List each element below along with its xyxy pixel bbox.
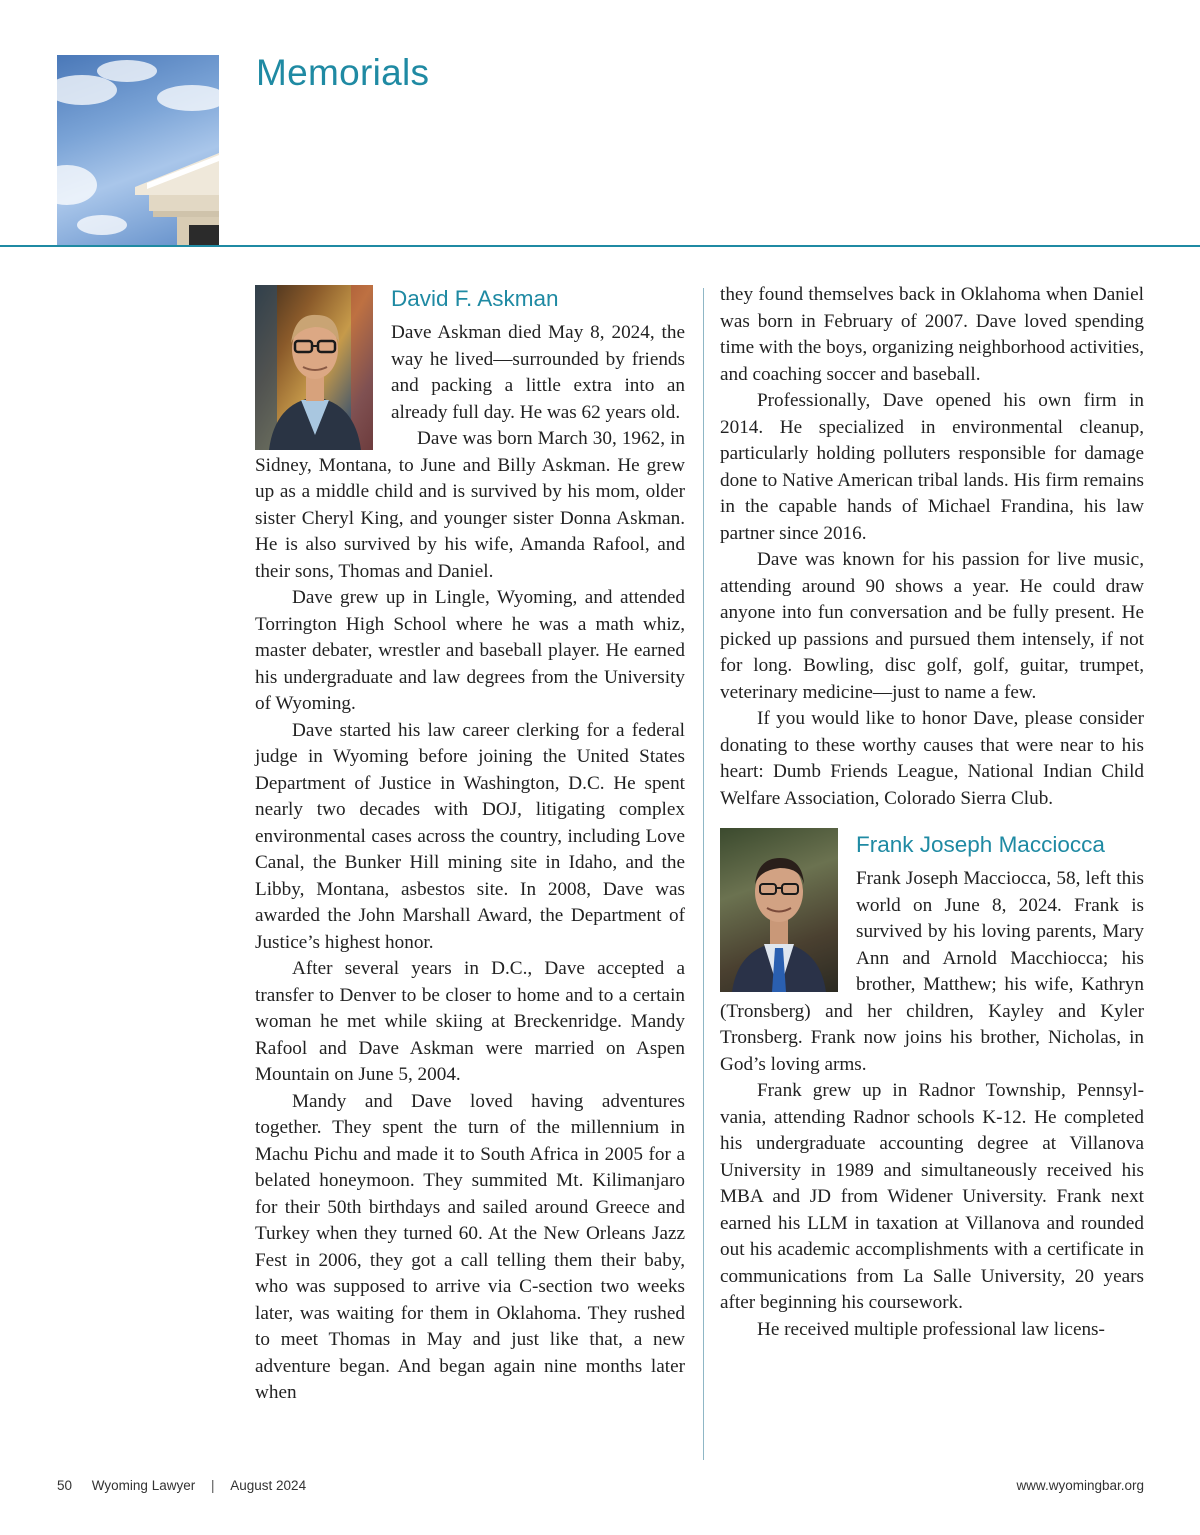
- right-column: [720, 282, 1144, 1343]
- askman-paragraph-6-continued: they found themselves back in Oklahoma when Daniel was born in February of 2007. Dave loved spending time with the boys, organizing neighborhood activities, and coaching soccer and baseball.: [720, 284, 1144, 385]
- memorial-name-askman: David F. Askman: [391, 286, 559, 311]
- askman-paragraph-8: Dave was known for his passion for live music, attending around 90 shows a year. He could draw anyone into fun conversation and be fully present. He picked up passions and pursued them intensely, if not for long. Bowling, disc golf, golf, guitar, trumpet, veterinary medicine—just to name a few.: [720, 549, 1144, 703]
- publication-name: Wyoming Lawyer: [91, 1478, 196, 1493]
- portrait-david-askman: [255, 285, 373, 450]
- macciocca-paragraph-1: Frank Joseph Macciocca, 58, left this world on June 8, 2024. Frank is survived by his loving parents, Mary Ann and Arnold Macchiocca; his brother, Matthew; his wife, Kathryn (Tronsberg) and her children, Kayley and Kyler Tronsberg. Frank now joins his brother, Nicholas, in God’s loving arms.: [720, 868, 1144, 1075]
- askman-paragraph-5: After several years in D.C., Dave accepted a transfer to Denver to be closer to home and to a certain woman he met while skiing at Breckenridge. Mandy Rafool and Dave Askman were married on Aspen Mountain on June 5, 2004.: [255, 958, 685, 1085]
- footer-left: [57, 1478, 306, 1493]
- macciocca-paragraph-3: He received multiple professional law licens-: [757, 1318, 1105, 1340]
- header-rule: [0, 245, 1200, 247]
- memorial-name-macciocca: Frank Joseph Macciocca: [856, 832, 1105, 857]
- askman-paragraph-9: If you would like to honor Dave, please consider donating to these worthy causes that were near to his heart: Dumb Friends League, National Indian Child Welfare Association, Colorado Sierra Club.: [720, 708, 1144, 809]
- macciocca-paragraph-2: Frank grew up in Radnor Township, Pennsylvania, attending Radnor schools K-12. He completed his undergraduate accounting degree at Villanova University in 1989 and simultaneously received his MBA and JD from Widener University. Frank next earned his LLM in taxation at Villanova and rounded out his academic accomplishments with a certificate in communications from La Salle University, 20 years after beginning his coursework.: [720, 1080, 1144, 1313]
- askman-paragraph-6: Mandy and Dave loved having adventures together. They spent the turn of the millennium in Machu Pichu and made it to South Africa in 2005 for a belated honeymoon. They summited Mt. Kilimanjaro for their 50th birthdays and sailed around Greece and Turkey when they turned 60. At the New Orleans Jazz Fest in 2006, they got a call telling them their baby, who was supposed to arrive via C-section two weeks later, was waiting for them in Oklahoma. They rushed to meet Thomas in May and just like that, a new adventure began. And began again nine months later when: [255, 1090, 685, 1403]
- askman-paragraph-4: Dave started his law career clerking for a federal judge in Wyoming before joining the United States Department of Justice in Washington, D.C. He spent nearly two decades with DOJ, litigating complex environmental cases across the country, including Love Canal, the Bunker Hill mining site in Idaho, and the Libby, Montana, asbestos site. In 2008, Dave was awarded the John Marshall Award, the Department of Justice’s highest honor.: [255, 719, 685, 953]
- building-pediment-graphic: [57, 55, 219, 246]
- page-title: Memorials: [256, 52, 430, 93]
- page-number: 50: [57, 1478, 73, 1493]
- askman-paragraph-3: Dave grew up in Lingle, Wyoming, and attended Torrington High School where he was a math whiz, master debater, wrestler and baseball player. He earned his undergraduate and law degrees from the University of Wyoming.: [255, 587, 685, 714]
- portrait-frank-macciocca: [720, 828, 838, 992]
- column-divider: [703, 288, 704, 1460]
- footer-separator: |: [210, 1478, 215, 1493]
- left-column: [255, 282, 685, 1407]
- footer-website: www.wyomingbar.org: [1016, 1478, 1144, 1493]
- askman-paragraph-7: Professionally, Dave opened his own firm in 2014. He specialized in environmental cleanup, particularly holding polluters responsible for damage done to Native American tribal lands. His firm remains in the capable hands of Michael Frandina, his law partner since 2016.: [720, 390, 1144, 544]
- askman-paragraph-2: Dave was born March 30, 1962, in Sidney, Montana, to June and Billy Askman. He grew up as a middle child and is survived by his mom, older sister Cheryl King, and younger sister Donna Askman. He is also survived by his wife, Amanda Rafool, and their sons, Thomas and Daniel.: [255, 428, 685, 582]
- issue-date: August 2024: [230, 1478, 307, 1493]
- askman-paragraph-1: Dave Askman died May 8, 2024, the way he lived—surrounded by friends and packing a little extra into an already full day. He was 62 years old.: [391, 322, 685, 423]
- header-photo-building: [57, 55, 219, 246]
